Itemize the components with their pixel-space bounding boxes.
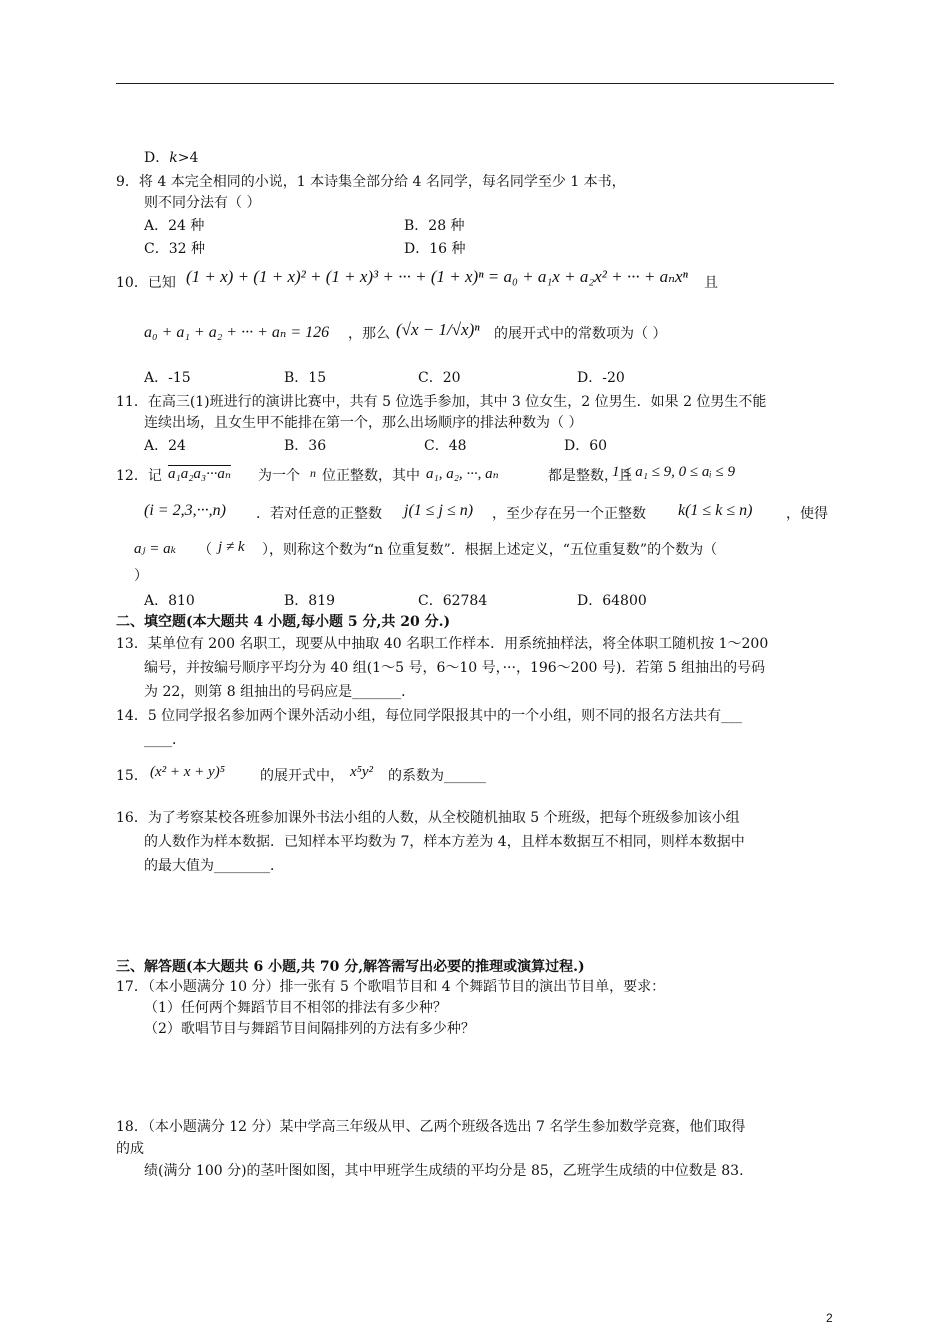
q12-k-range: k(1 ≤ k ≤ n) xyxy=(678,502,753,519)
q12-paren-open: （ xyxy=(198,542,212,558)
q12-option-c: C．62784 xyxy=(418,593,488,609)
q12-text-d: ．若对任意的正整数 xyxy=(256,506,382,522)
q12-option-d: D．64800 xyxy=(577,593,647,609)
q11-line-2: 连续出场，且女生甲不能排在第一个，那么出场顺序的排法种数为（ ） xyxy=(144,415,583,431)
q15-text-a: 的展开式中， xyxy=(260,768,344,784)
q12-text-f: ，使得 xyxy=(786,506,828,522)
q12-digit-range: 1 ≤ a₁ ≤ 9, 0 ≤ aᵢ ≤ 9 xyxy=(612,464,736,480)
q9-option-a: A．24 种 xyxy=(144,218,205,234)
q11-option-a: A．24 xyxy=(144,438,186,454)
q12-number-notation: a₁a₂a₃···aₙ xyxy=(168,466,231,482)
q12-option-a: A．810 xyxy=(144,593,195,609)
page-number: 2 xyxy=(826,1311,833,1325)
q16-line-2: 的人数作为样本数据．已知样本平均数为 7，样本方差为 4，且样本数据互不相同，则样本数据中 xyxy=(144,834,745,850)
q9-option-c: C．32 种 xyxy=(144,241,205,257)
q9-option-d: D．16 种 xyxy=(404,241,466,257)
q10-then: ，那么 xyxy=(348,326,390,342)
q16-line-3: 的最大值为________． xyxy=(144,858,284,874)
q13-line-2: 编号，并按编号顺序平均分为 40 组(1～5 号，6～10 号，···，196～200 号)．若第 5 组抽出的号码 xyxy=(144,660,766,676)
q12-n: n xyxy=(310,466,316,480)
q18-line-3: 绩(满分 100 分)的茎叶图如图，其中甲班学生成绩的平均分是 85，乙班学生成绩的中位数是 83. xyxy=(144,1163,744,1179)
q12-j-range: j(1 ≤ j ≤ n) xyxy=(404,502,474,519)
q10-option-b: B．15 xyxy=(284,370,327,386)
q12-j-ne-k: j ≠ k xyxy=(218,539,245,555)
q18-line-2: 的成 xyxy=(116,1141,144,1157)
q8-option-d: D．𝑘>4 xyxy=(144,150,199,166)
section-3-title: 三、解答题(本大题共 6 小题,共 70 分,解答需写出必要的推理或演算过程.) xyxy=(116,959,585,975)
header-rule xyxy=(116,83,834,84)
q11-option-c: C．48 xyxy=(424,438,467,454)
q11-option-d: D．60 xyxy=(564,438,608,454)
q12-text-e: ，至少存在另一个正整数 xyxy=(492,506,646,522)
q15-label: 15． xyxy=(116,768,148,784)
q12-option-b: B．819 xyxy=(284,593,336,609)
q10-number: 10．已知 xyxy=(116,275,176,291)
q17-line-2: （1）任何两个舞蹈节目不相邻的排法有多少种？ xyxy=(144,1000,447,1016)
q14-line-2: ____． xyxy=(144,732,186,748)
q15-text-b: 的系数为______ xyxy=(388,768,486,784)
section-2-title: 二、填空题(本大题共 4 小题,每小题 5 分,共 20 分.) xyxy=(116,614,451,630)
q10-expansion: (1 + x) + (1 + x)² + (1 + x)³ + ··· + (1 + x)ⁿ = a₀ + a₁x + a₂x² + ··· + aₙxⁿ xyxy=(186,267,688,286)
q12-definition: ），则称这个数为“n 位重复数”．根据上述定义，“五位重复数”的个数为（ xyxy=(262,542,718,558)
q9-line-1: 9．将 4 本完全相同的小说，1 本诗集全部分给 4 名同学，每名同学至少 1 本书， xyxy=(116,174,626,190)
q10-and: 且 xyxy=(704,275,718,291)
q10-binomial: (√x − 1/√x)ⁿ xyxy=(396,320,480,339)
q10-sum-condition: a₀ + a₁ + a₂ + ··· + aₙ = 126 xyxy=(144,324,330,341)
q12-equality: aⱼ = aₖ xyxy=(134,541,177,557)
q13-line-3: 为 22，则第 8 组抽出的号码应是_______． xyxy=(144,684,416,700)
q10-option-c: C．20 xyxy=(418,370,461,386)
q9-line-2: 则不同分法有（ ） xyxy=(144,195,261,211)
q16-line-1: 16．为了考察某校各班参加课外书法小组的人数，从全校随机抽取 5 个班级，把每个班级参加该小组 xyxy=(116,810,740,826)
q11-line-1: 11．在高三(1)班进行的演讲比赛中，共有 5 位选手参加，其中 3 位女生，2 位男生．如果 2 位男生不能 xyxy=(116,394,767,410)
q18-line-1: 18．（本小题满分 12 分）某中学高三年级从甲、乙两个班级各选出 7 名学生参加数学竞赛，他们取得 xyxy=(116,1119,746,1135)
q10-option-a: A．-15 xyxy=(144,370,191,386)
q9-option-b: B．28 种 xyxy=(404,218,465,234)
q14-line-1: 14．5 位同学报名参加两个课外活动小组，每位同学限报其中的一个小组，则不同的报名方法共有___ xyxy=(116,708,743,724)
q12-text-b: 位正整数，其中 xyxy=(322,468,420,484)
q17-line-3: （2）歌唱节目与舞蹈节目间隔排列的方法有多少种？ xyxy=(144,1021,475,1037)
q12-text-a: 为一个 xyxy=(258,468,300,484)
q15-term: x⁵y² xyxy=(350,764,374,780)
q12-index-range: (i = 2,3,···,n) xyxy=(144,502,226,519)
q12-label: 12．记 xyxy=(116,468,162,484)
q11-option-b: B．36 xyxy=(284,438,327,454)
q17-line-1: 17．（本小题满分 10 分）排一张有 5 个歌唱节目和 4 个舞蹈节目的演出节目单，要求： xyxy=(116,979,666,995)
q12-digits: a₁, a₂, ···, aₙ xyxy=(426,466,499,482)
q15-expression: (x² + x + y)⁵ xyxy=(150,764,225,780)
q10-question: 的展开式中的常数项为（ ） xyxy=(494,326,667,342)
q13-line-1: 13．某单位有 200 名职工，现要从中抽取 40 名职工作样本．用系统抽样法，将全体职工随机按 1～200 xyxy=(116,636,769,652)
q10-option-d: D．-20 xyxy=(577,370,625,386)
q12-paren-close: ） xyxy=(134,568,148,584)
q12-text-c: 都是整数，且 xyxy=(548,468,632,484)
